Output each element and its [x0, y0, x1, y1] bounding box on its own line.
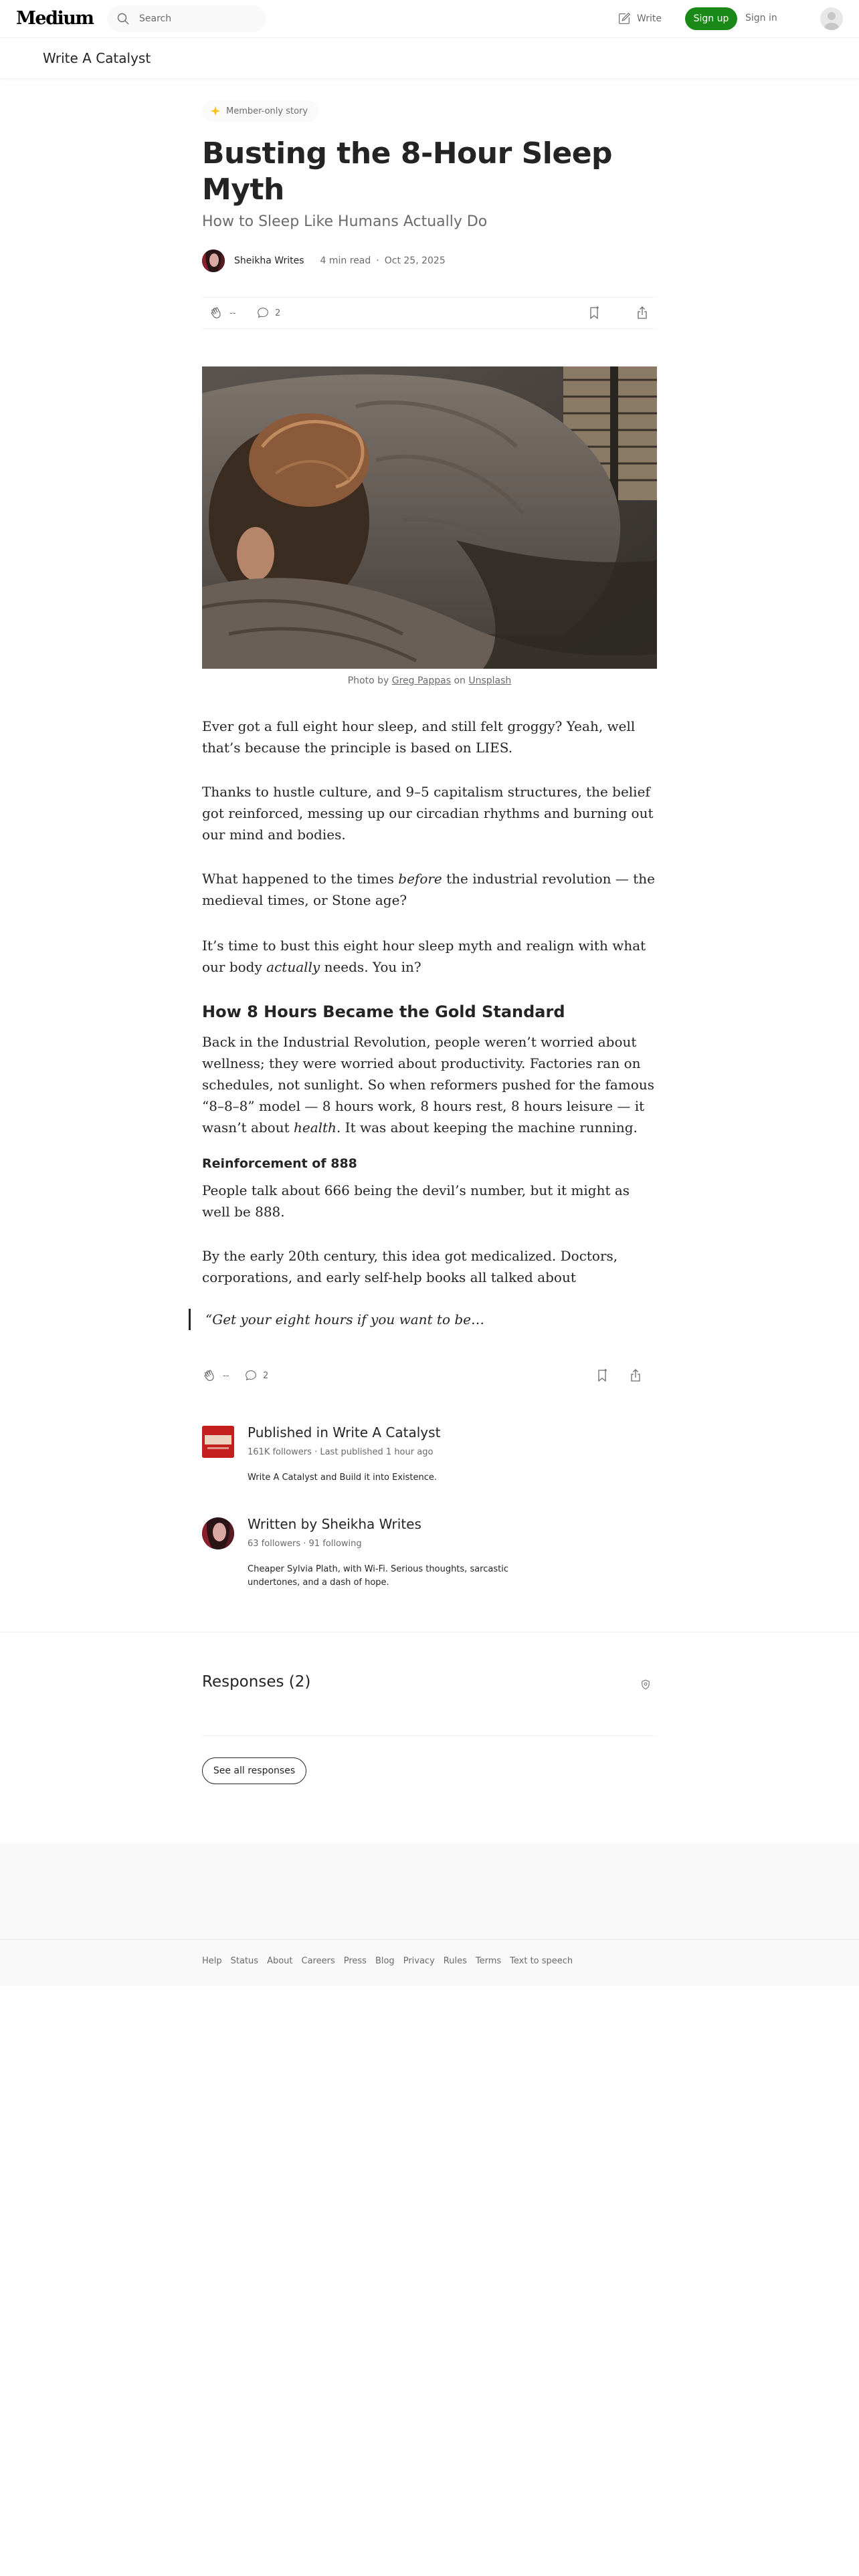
p4-text-a: It’s time to bust this eight hour sleep myth and realign with what our body [202, 938, 646, 975]
footer-link-terms[interactable]: Terms [475, 1956, 502, 1966]
share-icon [628, 1368, 644, 1384]
p3-emphasis: before [398, 871, 442, 887]
search-input[interactable] [139, 11, 260, 26]
clap-button[interactable] [209, 298, 235, 328]
paragraph-5 [202, 1031, 657, 1138]
user-icon [820, 7, 843, 30]
stats-separator: · [303, 1539, 309, 1549]
p5-text-c: . It was about keeping the machine running. [336, 1119, 638, 1136]
writer-photo [202, 1517, 234, 1549]
share-icon [634, 305, 650, 321]
publication-logo-art [202, 1426, 234, 1458]
unsplash-link[interactable]: Unsplash [468, 675, 512, 686]
bottom-clap-count: -- [223, 1370, 229, 1381]
writer-followers: 63 followers [248, 1539, 301, 1549]
publication-last-published: Last published 1 hour ago [320, 1447, 434, 1457]
publication-logo[interactable] [202, 1426, 234, 1458]
search-icon [116, 12, 130, 25]
writer-avatar[interactable] [202, 1517, 234, 1549]
write-label: Write [637, 13, 662, 24]
responses-divider [202, 1735, 657, 1736]
paragraph-7: By the early 20th century, this idea got medicalized. Doctors, corporations, and early self-help books all talked about [202, 1248, 618, 1285]
medium-logo[interactable]: Medium [16, 8, 94, 29]
writer-card [202, 1515, 657, 1588]
pull-quote: “Get your eight hours if you want to be… [189, 1309, 657, 1330]
bottom-share-button[interactable] [628, 1361, 644, 1390]
top-nav [0, 0, 859, 38]
publication-bar [0, 38, 859, 79]
member-only-badge [202, 100, 318, 122]
bookmark-icon [586, 305, 602, 321]
article-subtitle: How to Sleep Like Humans Actually Do [202, 213, 488, 230]
footer-link-privacy[interactable]: Privacy [403, 1956, 435, 1966]
bottom-bookmark-button[interactable] [594, 1361, 610, 1390]
write-icon [617, 11, 632, 26]
paragraph-6: People talk about 666 being the devil’s number, but it might as well be 888. [202, 1182, 630, 1220]
clap-icon [209, 305, 225, 321]
publication-name-link[interactable]: Write A Catalyst [43, 50, 151, 66]
bookmark-button[interactable] [586, 298, 602, 328]
p4-text-c: needs. You in? [320, 959, 421, 975]
star-icon [210, 106, 221, 116]
signin-link[interactable]: Sign in [745, 13, 777, 23]
bottom-clap-button[interactable] [202, 1361, 229, 1390]
footer-link-text-to-speech[interactable]: Text to speech [510, 1956, 573, 1966]
publication-stats [248, 1447, 433, 1457]
section-heading: How 8 Hours Became the Gold Standard [202, 1002, 565, 1021]
bottom-comments-button[interactable] [244, 1361, 268, 1390]
caption-middle: on [451, 675, 469, 686]
footer-links [202, 1956, 573, 1966]
publication-card [202, 1423, 657, 1483]
footer-link-help[interactable]: Help [202, 1956, 222, 1966]
p5-text-a: Back in the Industrial Revolution, people weren’t worried about wellness; they were worried about productivity. Factories ran on schedules, not sunlight. So when reformers pushed for the famous “8–8–8” model — 8 hours work, 8 hours rest, 8 hours leisure — it wasn’t about [202, 1034, 654, 1136]
clap-count: -- [229, 308, 236, 318]
responses-title: Responses (2) [202, 1673, 311, 1691]
user-avatar[interactable] [820, 7, 843, 30]
footer-link-press[interactable]: Press [343, 1956, 367, 1966]
write-button[interactable] [617, 9, 662, 28]
comment-count: 2 [275, 308, 281, 318]
search-box[interactable] [107, 5, 266, 32]
author-name-link[interactable]: Sheikha Writes [234, 255, 304, 266]
footer-link-about[interactable]: About [267, 1956, 293, 1966]
byline [202, 247, 657, 274]
stats-separator: · [314, 1447, 320, 1457]
article-title: Busting the 8-Hour Sleep Myth [202, 136, 613, 207]
meta-separator: · [376, 255, 379, 266]
publication-description: Write A Catalyst and Build it into Existence. [248, 1473, 438, 1483]
footer-divider [0, 1939, 859, 1940]
footer-link-rules[interactable]: Rules [443, 1956, 467, 1966]
bottom-comment-count: 2 [263, 1370, 269, 1381]
member-only-label: Member-only story [226, 106, 308, 116]
sleeping-person-photo [202, 366, 657, 669]
paragraph-2: Thanks to hustle culture, and 9–5 capitalism structures, the belief got reinforced, messing up our circadian rhythms and burning out our mind and bodies. [202, 784, 654, 843]
author-photo [202, 249, 225, 272]
writer-following: 91 following [308, 1539, 362, 1549]
paragraph-3 [202, 868, 657, 911]
caption-prefix: Photo by [347, 675, 392, 686]
article-action-bar [202, 297, 657, 329]
image-caption [202, 675, 657, 686]
comments-button[interactable] [256, 298, 280, 328]
share-button[interactable] [634, 298, 650, 328]
footer-link-status[interactable]: Status [230, 1956, 259, 1966]
clap-icon [202, 1368, 218, 1384]
writer-heading[interactable]: Written by Sheikha Writes [248, 1516, 421, 1532]
responses-settings-button[interactable] [640, 1679, 652, 1693]
footer-link-blog[interactable]: Blog [375, 1956, 395, 1966]
subsection-heading: Reinforcement of 888 [202, 1156, 357, 1171]
signup-button[interactable]: Sign up [685, 7, 737, 30]
p3-text-c: the industrial revolution — the medieval times, or Stone age? [202, 871, 655, 908]
author-avatar[interactable] [202, 249, 225, 272]
see-all-responses-button[interactable]: See all responses [202, 1757, 306, 1784]
p3-text-a: What happened to the times [202, 871, 399, 887]
publication-followers: 161K followers [248, 1447, 312, 1457]
publish-date: Oct 25, 2025 [384, 255, 446, 266]
paragraph-4 [202, 935, 657, 978]
comment-icon [256, 306, 270, 320]
p5-emphasis: health [293, 1119, 337, 1136]
bottom-action-bar [202, 1361, 657, 1390]
shield-icon [640, 1679, 652, 1691]
hero-image [202, 366, 657, 669]
writer-stats [248, 1539, 362, 1549]
footer-link-careers[interactable]: Careers [301, 1956, 335, 1966]
photographer-link[interactable]: Greg Pappas [391, 675, 452, 686]
paragraph-1: Ever got a full eight hour sleep, and still felt groggy? Yeah, well that’s because the principle is based on LIES. [202, 718, 636, 756]
writer-bio: Cheaper Sylvia Plath, with Wi-Fi. Serious thoughts, sarcastic undertones, and a dash of hope. [248, 1564, 508, 1588]
publication-heading[interactable]: Published in Write A Catalyst [248, 1424, 441, 1440]
read-time: 4 min read [320, 255, 371, 266]
bookmark-icon [594, 1368, 610, 1384]
p4-emphasis: actually [266, 959, 320, 975]
comment-icon [244, 1368, 258, 1383]
